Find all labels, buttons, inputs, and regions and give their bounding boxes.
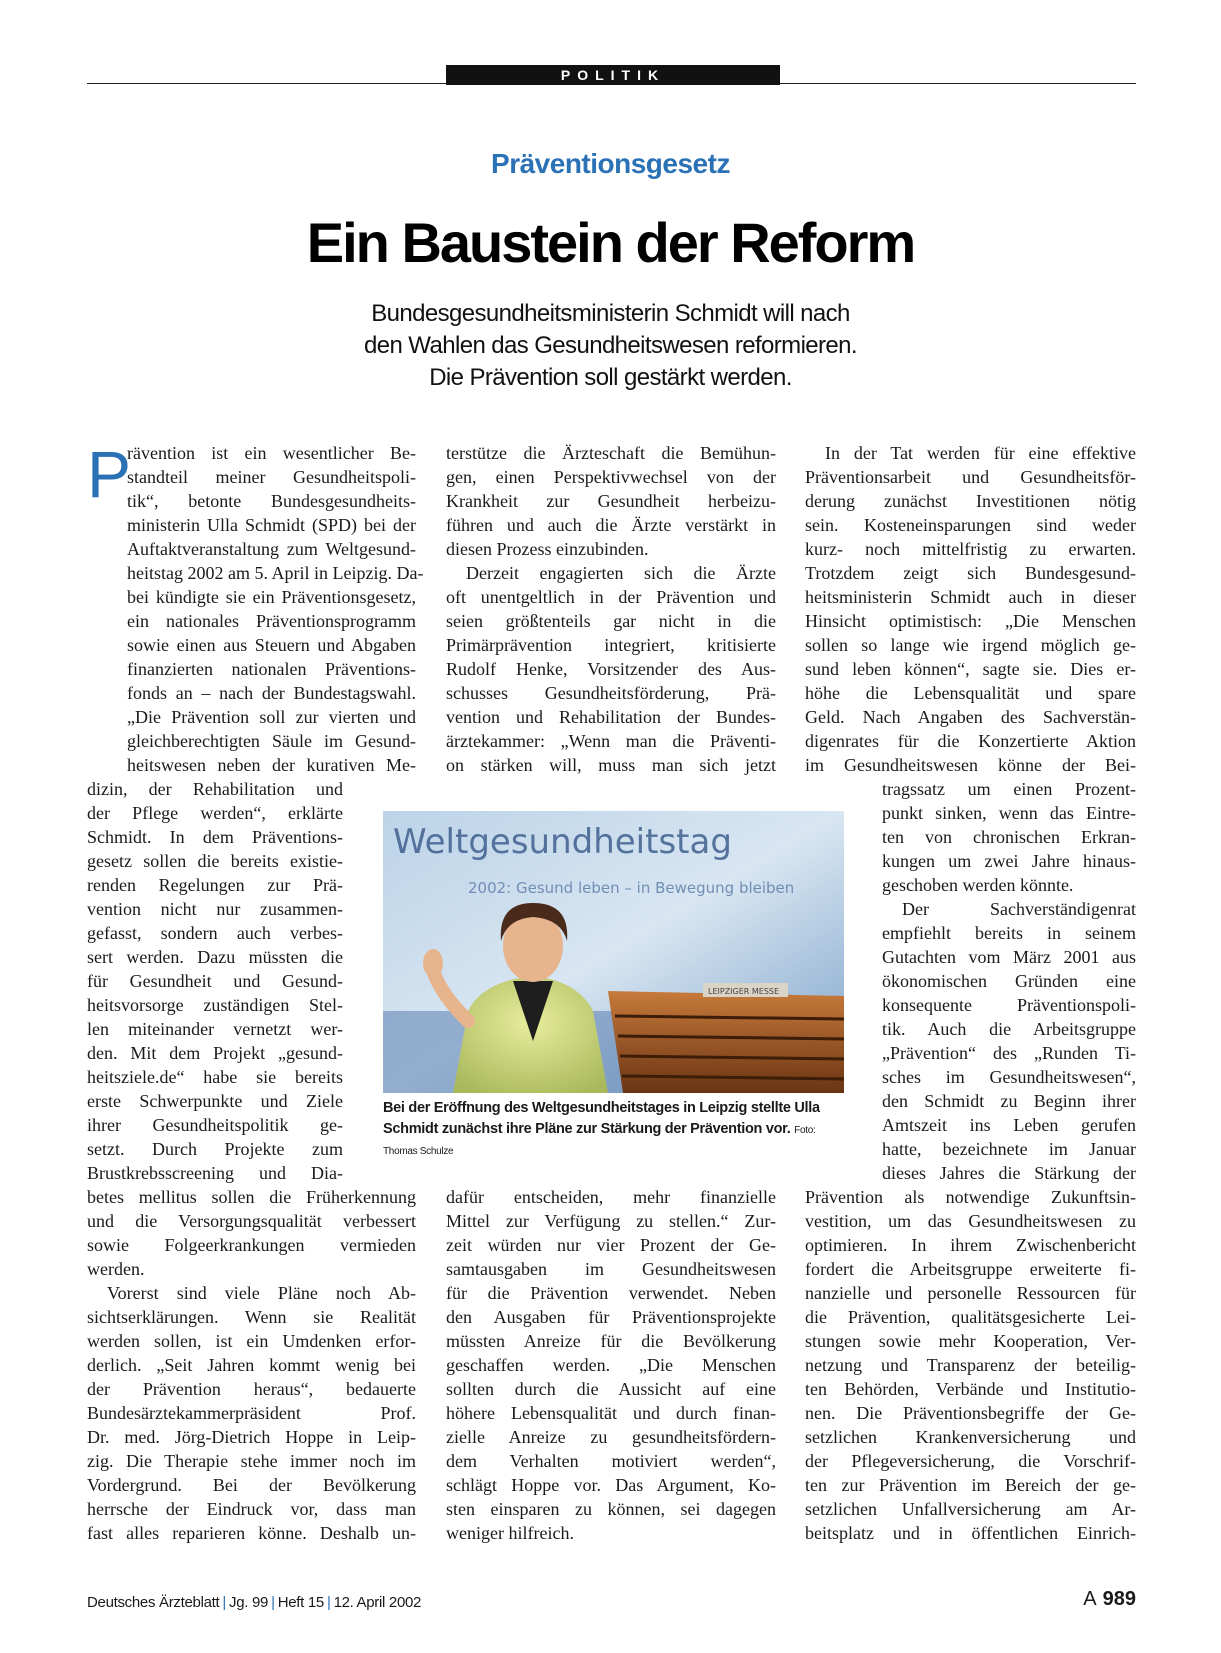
column-2-top bbox=[446, 441, 776, 777]
text-line: dem Verhalten motiviert werden“, bbox=[446, 1451, 776, 1471]
column-2-bottom bbox=[446, 1185, 776, 1545]
text-line: Schmidt. In dem Präventions- bbox=[87, 827, 343, 847]
text-line: ten zur Prävention im Bereich der ge- bbox=[805, 1475, 1136, 1495]
text-line: Amtszeit ins Leben gerufen bbox=[882, 1115, 1136, 1135]
text-line: geschoben werden könnte. bbox=[882, 875, 1074, 895]
text-line: Hinsicht optimistisch: „Die Menschen bbox=[805, 611, 1136, 631]
text-line: heitswesen neben der kurativen Me- bbox=[127, 755, 416, 775]
column-3-bottom bbox=[805, 1185, 1136, 1545]
text-line: Geld. Nach Angaben des Sachverstän- bbox=[805, 707, 1136, 727]
section-label: POLITIK bbox=[446, 65, 780, 85]
podium-label: LEIPZIGER MESSE bbox=[708, 987, 780, 996]
text-line: zeit würden nur vier Prozent der Ge- bbox=[446, 1235, 776, 1255]
photo-credit-label: Foto: bbox=[794, 1125, 816, 1136]
text-line: nen. Die Präventionsbegriffe der Ge- bbox=[805, 1403, 1136, 1423]
text-line: rävention ist ein wesentlicher Be- bbox=[127, 443, 416, 463]
text-line: führen und auch die Ärzte verstärkt in bbox=[446, 515, 776, 535]
photo-credit: Thomas Schulze bbox=[383, 1146, 454, 1157]
text-line: setzt. Durch Projekte zum bbox=[87, 1139, 343, 1159]
text-line: dizin, der Rehabilitation und bbox=[87, 779, 343, 799]
text-line: digenrates für die Konzertierte Aktion bbox=[805, 731, 1136, 751]
text-line: heitsziele.de“ habe sie bereits bbox=[87, 1067, 343, 1087]
text-line: den Schmidt zu Beginn ihrer bbox=[882, 1091, 1136, 1111]
text-line: sert werden. Dazu müssten die bbox=[87, 947, 343, 967]
text-line: derung zunächst Investitionen nötig bbox=[805, 491, 1136, 511]
text-line: sichtserklärungen. Wenn sie Realität bbox=[87, 1307, 416, 1327]
page-number-value: 989 bbox=[1102, 1588, 1136, 1610]
text-line: dieses Jahres die Stärkung der bbox=[882, 1163, 1136, 1183]
text-line: fast alles reparieren könne. Deshalb un- bbox=[87, 1523, 416, 1543]
column-3-middle bbox=[882, 777, 1136, 1185]
text-line: setzlichen Krankenversicherung und bbox=[805, 1427, 1136, 1447]
text-line: sein. Kosteneinsparungen sind weder bbox=[805, 515, 1136, 535]
caption-line: Bei der Eröffnung des Weltgesundheitstages in Leipzig stellte Ulla bbox=[383, 1100, 820, 1116]
text-line: ten Behörden, Verbände und Institutio- bbox=[805, 1379, 1136, 1399]
caption-text: Schmidt zunächst ihre Pläne zur Stärkung der Prävention vor. bbox=[383, 1121, 791, 1137]
lead-line: Bundesgesundheitsministerin Schmidt will nach bbox=[371, 300, 850, 327]
text-line: Mittel zur Verfügung zu stellen.“ Zur- bbox=[446, 1211, 776, 1231]
text-line: Vorerst sind viele Pläne noch Ab- bbox=[107, 1283, 416, 1303]
text-line: stungen sowie mehr Kooperation, Ver- bbox=[805, 1331, 1136, 1351]
text-line: vention nicht nur zusammen- bbox=[87, 899, 343, 919]
text-line: Gutachten vom März 2001 aus bbox=[882, 947, 1136, 967]
text-line: fonds an – nach der Bundestagswahl. bbox=[127, 683, 416, 703]
text-line: Brustkrebsscreening und Dia- bbox=[87, 1163, 343, 1183]
article-title: Ein Baustein der Reform bbox=[306, 211, 915, 274]
issue-date: 12. April 2002 bbox=[333, 1594, 422, 1611]
text-line: Derzeit engagierten sich die Ärzte bbox=[466, 563, 776, 583]
text-line: werden. bbox=[87, 1259, 145, 1279]
article-photo bbox=[383, 811, 844, 1093]
text-line: ökonomischen Gründen eine bbox=[882, 971, 1136, 991]
text-line: kurz- noch mittelfristig zu erwarten. bbox=[805, 539, 1136, 559]
text-line: terstütze die Ärzteschaft die Bemühun- bbox=[446, 443, 776, 463]
text-line: gefasst, sondern auch verbes- bbox=[87, 923, 343, 943]
text-line: betes mellitus sollen die Früherkennung bbox=[87, 1187, 416, 1207]
text-line: vention und Rehabilitation der Bundes- bbox=[446, 707, 776, 727]
text-line: hatte, bezeichnete im Januar bbox=[882, 1139, 1136, 1159]
text-line: gesetz sollen die bereits existie- bbox=[87, 851, 343, 871]
text-line: samtausgaben im Gesundheitswesen bbox=[446, 1259, 776, 1279]
text-line: für die Prävention verwendet. Neben bbox=[446, 1283, 776, 1303]
text-line: im Gesundheitswesen könne der Bei- bbox=[805, 755, 1136, 775]
text-line: Dr. med. Jörg-Dietrich Hoppe in Leip- bbox=[87, 1427, 416, 1447]
text-line: len miteinander vernetzt wer- bbox=[87, 1019, 343, 1039]
text-line: vestition, um das Gesundheitswesen zu bbox=[805, 1211, 1136, 1231]
text-line: In der Tat werden für eine effektive bbox=[825, 443, 1136, 463]
text-line: Rudolf Henke, Vorsitzender des Aus- bbox=[446, 659, 776, 679]
text-line: schlägt Hoppe vor. Das Argument, Ko- bbox=[446, 1475, 776, 1495]
text-line: ministerin Ulla Schmidt (SPD) bei der bbox=[127, 515, 416, 535]
text-line: den. Mit dem Projekt „gesund- bbox=[87, 1043, 343, 1063]
text-line: zielle Anreize zu gesundheitsfördern- bbox=[446, 1427, 776, 1447]
text-line: weniger hilfreich. bbox=[446, 1523, 574, 1543]
text-line: ten von chronischen Erkran- bbox=[882, 827, 1136, 847]
column-1-bottom bbox=[87, 1185, 416, 1545]
volume: Jg. 99 bbox=[229, 1594, 269, 1611]
text-line: werden sollen, ist ein Umdenken erfor- bbox=[87, 1331, 416, 1351]
text-line: Auftaktveranstaltung zum Weltgesund- bbox=[127, 539, 416, 559]
text-line: optimieren. In ihrem Zwischenbericht bbox=[805, 1235, 1136, 1255]
text-line: renden Regelungen zur Prä- bbox=[87, 875, 343, 895]
text-line: ärztekammer: „Wenn man die Präventi- bbox=[446, 731, 776, 751]
text-line: sund leben können“, sagte sie. Dies er- bbox=[805, 659, 1136, 679]
text-line: der Prävention heraus“, bedauerte bbox=[87, 1379, 416, 1399]
issue: Heft 15 bbox=[277, 1594, 324, 1611]
text-line: höhe die Lebensqualität und spare bbox=[805, 683, 1136, 703]
text-line: sches im Gesundheitswesen“, bbox=[882, 1067, 1136, 1087]
text-line: ein nationales Präventionsprogramm bbox=[127, 611, 416, 631]
text-line: kungen um zwei Jahre hinaus- bbox=[882, 851, 1136, 871]
text-line: beitsplatz und in öffentlichen Einrich- bbox=[805, 1523, 1136, 1543]
footer-citation: Deutsches Ärzteblatt | Jg. 99 | Heft 15 | 12. April 2002 bbox=[87, 1594, 422, 1611]
text-line: ihrer Gesundheitspolitik ge- bbox=[87, 1115, 343, 1135]
text-line: Primärprävention integriert, kritisierte bbox=[446, 635, 776, 655]
text-line: heitsministerin Schmidt auch in dieser bbox=[805, 587, 1136, 607]
caption-line bbox=[383, 1119, 853, 1141]
text-line: fordert die Arbeitsgruppe erweiterte fi- bbox=[805, 1259, 1136, 1279]
text-line: on stärken will, muss man sich jetzt bbox=[446, 755, 776, 775]
text-line: „Prävention“ des „Runden Ti- bbox=[882, 1043, 1136, 1063]
lead-line: Die Prävention soll gestärkt werden. bbox=[429, 364, 792, 391]
text-line: Krankheit zur Gesundheit herbeizu- bbox=[446, 491, 776, 511]
text-line: nanzielle und personelle Ressourcen für bbox=[805, 1283, 1136, 1303]
text-line: den Ausgaben für Präventionsprojekte bbox=[446, 1307, 776, 1327]
text-line: Trotzdem zeigt sich Bundesgesund- bbox=[805, 563, 1136, 583]
text-line: Prävention als notwendige Zukunftsin- bbox=[805, 1187, 1136, 1207]
text-line: gleichberechtigten Säule im Gesund- bbox=[127, 731, 416, 751]
text-line: herrsche der Eindruck vor, dass man bbox=[87, 1499, 416, 1519]
text-line: tragssatz um einen Prozent- bbox=[882, 779, 1136, 799]
banner-subtitle: 2002: Gesund leben – in Bewegung bleiben bbox=[468, 879, 795, 897]
article-lead bbox=[0, 298, 1221, 394]
text-line: der Pflegeversicherung, die Vorschrif- bbox=[805, 1451, 1136, 1471]
text-line: empfiehlt bereits in seinem bbox=[882, 923, 1136, 943]
text-line: gen, einen Perspektivwechsel von der bbox=[446, 467, 776, 487]
text-line: müssten Anreize für die Bevölkerung bbox=[446, 1331, 776, 1351]
text-line: Der Sachverständigenrat bbox=[902, 899, 1136, 919]
text-line: sowie einen aus Steuern und Abgaben bbox=[127, 635, 416, 655]
text-line: seien größtenteils gar nicht in die bbox=[446, 611, 776, 631]
text-line: höhere Lebensqualität und durch finan- bbox=[446, 1403, 776, 1423]
photo-caption bbox=[383, 1098, 853, 1162]
text-line: zig. Die Therapie stehe immer noch im bbox=[87, 1451, 416, 1471]
text-line: Vordergrund. Bei der Bevölkerung bbox=[87, 1475, 416, 1495]
text-line: Präventionsarbeit und Gesundheitsför- bbox=[805, 467, 1136, 487]
text-line: sollten durch die Aussicht auf eine bbox=[446, 1379, 776, 1399]
text-line: Bundesärztekammerpräsident Prof. bbox=[87, 1403, 416, 1423]
column-1-top bbox=[127, 441, 424, 777]
page-number bbox=[1083, 1588, 1136, 1611]
text-line: tik. Auch die Arbeitsgruppe bbox=[882, 1019, 1136, 1039]
text-line: „Die Prävention soll zur vierten und bbox=[127, 707, 416, 727]
text-line: punkt sinken, wenn das Eintre- bbox=[882, 803, 1136, 823]
article-kicker: Präventionsgesetz bbox=[491, 148, 730, 179]
text-line: für Gesundheit und Gesund- bbox=[87, 971, 343, 991]
text-line: bei kündigte sie ein Präventionsgesetz, bbox=[127, 587, 416, 607]
text-line: dafür entscheiden, mehr finanzielle bbox=[446, 1187, 776, 1207]
text-line: sollen so lange wie irgend möglich ge- bbox=[805, 635, 1136, 655]
text-line: und die Versorgungsqualität verbessert bbox=[87, 1211, 416, 1231]
text-line: heitsvorsorge zuständigen Stel- bbox=[87, 995, 343, 1015]
text-line: schusses Gesundheitsförderung, Prä- bbox=[446, 683, 776, 703]
text-line: konsequente Präventionspoli- bbox=[882, 995, 1136, 1015]
text-line: diesen Prozess einzubinden. bbox=[446, 539, 649, 559]
text-line: erste Schwerpunkte und Ziele bbox=[87, 1091, 343, 1111]
text-line: derlich. „Seit Jahren kommt wenig bei bbox=[87, 1355, 416, 1375]
banner-title: Weltgesundheitstag bbox=[393, 822, 732, 862]
text-line: sowie Folgeerkrankungen vermieden bbox=[87, 1235, 416, 1255]
text-line: netzung und Transparenz der beteilig- bbox=[805, 1355, 1136, 1375]
drop-cap: P bbox=[87, 437, 132, 511]
text-line: setzlichen Unfallversicherung am Ar- bbox=[805, 1499, 1136, 1519]
text-line: oft unentgeltlich in der Prävention und bbox=[446, 587, 776, 607]
lead-line: den Wahlen das Gesundheitswesen reformieren. bbox=[364, 332, 857, 359]
text-line: tik“, betonte Bundesgesundheits- bbox=[127, 491, 416, 511]
text-line: sten einsparen zu können, sei dagegen bbox=[446, 1499, 776, 1519]
text-line: standteil meiner Gesundheitspoli- bbox=[127, 467, 416, 487]
page-prefix: A bbox=[1083, 1588, 1097, 1610]
text-line: die Prävention, qualitätsgesicherte Lei- bbox=[805, 1307, 1136, 1327]
text-line: der Pflege werden“, erklärte bbox=[87, 803, 343, 823]
journal-name: Deutsches Ärzteblatt bbox=[87, 1594, 220, 1611]
text-line: finanzierten nationalen Präventions- bbox=[127, 659, 416, 679]
column-3-top bbox=[805, 441, 1136, 777]
text-line: heitstag 2002 am 5. April in Leipzig. Da- bbox=[127, 563, 424, 583]
text-line: geschaffen werden. „Die Menschen bbox=[446, 1355, 776, 1375]
column-1-middle bbox=[87, 777, 343, 1185]
